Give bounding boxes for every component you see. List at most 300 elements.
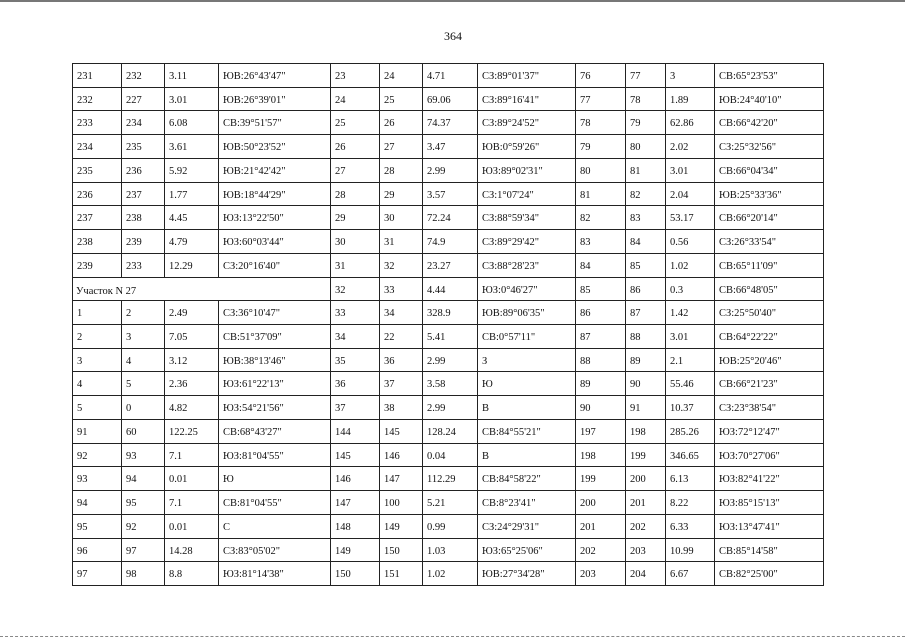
direction-bearing: СВ:66°42'20"	[719, 118, 778, 130]
from-point: 83	[580, 237, 591, 249]
distance-value: 5.41	[427, 332, 446, 343]
distance-value: 3.47	[427, 142, 446, 154]
to-point: 94	[126, 474, 137, 486]
column-rule	[379, 182, 380, 207]
column-rule	[714, 134, 715, 159]
column-rule	[625, 63, 626, 88]
from-point: 236	[77, 189, 93, 201]
column-rule	[714, 182, 715, 207]
row-rule	[72, 253, 824, 254]
column-rule	[121, 538, 122, 563]
column-rule	[121, 395, 122, 420]
column-rule	[625, 87, 626, 112]
to-point: 5	[126, 379, 132, 391]
from-point: 150	[335, 569, 351, 581]
to-point: 28	[384, 165, 395, 177]
direction-bearing: ЮЗ:89°02'31"	[482, 165, 543, 177]
direction-bearing: ЮВ:89°06'35"	[482, 308, 545, 320]
column-rule	[218, 253, 219, 278]
to-point: 30	[384, 213, 395, 225]
column-rule	[164, 205, 165, 230]
column-rule	[422, 561, 423, 586]
from-point: 94	[77, 498, 88, 510]
column-rule	[422, 490, 423, 515]
to-point: 4	[126, 355, 132, 367]
to-point: 151	[384, 569, 400, 581]
direction-bearing: СВ:66°21'23"	[719, 379, 778, 391]
direction-bearing: СВ:84°55'21"	[482, 426, 541, 438]
column-rule	[625, 561, 626, 586]
column-rule	[477, 182, 478, 207]
from-point: 234	[77, 142, 93, 154]
column-rule	[422, 300, 423, 325]
column-rule	[121, 466, 122, 491]
to-point: 201	[630, 498, 646, 510]
direction-bearing: СВ:68°43'27"	[223, 426, 282, 438]
distance-value: 69.06	[427, 94, 451, 106]
to-point: 91	[630, 403, 641, 415]
direction-bearing: СЗ:20°16'40"	[223, 260, 281, 272]
distance-value: 10.37	[670, 403, 694, 415]
column-rule	[218, 87, 219, 112]
column-rule	[665, 466, 666, 491]
column-rule	[121, 561, 122, 586]
column-rule	[164, 253, 165, 278]
column-rule	[714, 87, 715, 112]
distance-value: 3.01	[670, 332, 689, 343]
from-point: 147	[335, 498, 351, 510]
column-rule	[477, 277, 478, 302]
column-rule	[164, 348, 165, 373]
column-rule	[422, 466, 423, 491]
to-point: 204	[630, 569, 646, 581]
column-rule	[379, 63, 380, 88]
from-point: 27	[335, 165, 346, 177]
column-rule	[477, 158, 478, 183]
direction-bearing: СЗ:89°24'52"	[482, 118, 540, 130]
column-rule	[379, 419, 380, 444]
column-rule	[714, 63, 715, 88]
distance-value: 3.58	[427, 379, 446, 391]
column-rule	[164, 229, 165, 254]
row-rule	[72, 110, 824, 111]
column-rule	[625, 466, 626, 491]
to-point: 82	[630, 189, 641, 201]
column-rule	[477, 110, 478, 135]
column-rule	[379, 158, 380, 183]
from-point: 199	[580, 474, 596, 486]
column-rule	[422, 348, 423, 373]
row-rule	[72, 490, 824, 491]
column-rule	[164, 110, 165, 135]
distance-value: 1.77	[169, 189, 188, 201]
column-rule	[121, 158, 122, 183]
column-rule	[625, 300, 626, 325]
column-rule	[164, 466, 165, 491]
to-point: 29	[384, 189, 395, 201]
row-rule	[72, 158, 824, 159]
to-point: 149	[384, 521, 400, 533]
column-rule	[422, 158, 423, 183]
direction-bearing: ЮЗ:65°25'06"	[482, 545, 543, 557]
from-point: 77	[580, 94, 591, 106]
direction-bearing: СЗ:23°38'54"	[719, 403, 777, 415]
distance-value: 1.02	[670, 260, 689, 272]
direction-bearing: СЗ:24°29'31"	[482, 521, 540, 533]
to-point: 86	[630, 284, 641, 296]
distance-value: 5.92	[169, 165, 188, 177]
column-rule	[379, 443, 380, 468]
distance-value: 2.49	[169, 308, 188, 320]
to-point: 97	[126, 545, 137, 557]
column-rule	[625, 182, 626, 207]
row-rule	[72, 395, 824, 396]
column-rule	[121, 110, 122, 135]
direction-bearing: СЗ:88°59'34"	[482, 213, 540, 225]
column-rule	[422, 324, 423, 349]
column-rule	[121, 182, 122, 207]
from-point: 145	[335, 450, 351, 462]
from-point: 238	[77, 237, 93, 249]
column-rule	[379, 229, 380, 254]
to-point: 77	[630, 71, 641, 82]
to-point: 32	[384, 260, 395, 272]
distance-value: 2.99	[427, 165, 446, 177]
column-rule	[665, 300, 666, 325]
distance-value: 0.01	[169, 474, 188, 486]
column-rule	[625, 419, 626, 444]
from-point: 2	[77, 332, 83, 343]
direction-bearing: ЮЗ:72°12'47"	[719, 426, 780, 438]
column-rule	[477, 348, 478, 373]
to-point: 98	[126, 569, 137, 581]
direction-bearing: СВ:66°04'34"	[719, 165, 778, 177]
column-rule	[218, 63, 219, 88]
distance-value: 8.8	[169, 569, 183, 581]
direction-bearing: ЮЗ:13°47'41"	[719, 521, 780, 533]
column-rule	[714, 466, 715, 491]
column-rule	[422, 253, 423, 278]
distance-value: 4.71	[427, 71, 446, 82]
column-rule	[379, 466, 380, 491]
column-rule	[379, 371, 380, 396]
from-point: 35	[335, 355, 346, 367]
to-point: 202	[630, 521, 646, 533]
distance-value: 23.27	[427, 260, 451, 272]
row-rule	[72, 134, 824, 135]
column-rule	[665, 419, 666, 444]
column-rule	[218, 371, 219, 396]
column-rule	[218, 514, 219, 539]
to-point: 237	[126, 189, 142, 201]
from-point: 200	[580, 498, 596, 510]
column-rule	[422, 371, 423, 396]
distance-value: 122.25	[169, 426, 198, 438]
distance-value: 1.42	[670, 308, 689, 320]
to-point: 89	[630, 355, 641, 367]
column-rule	[218, 395, 219, 420]
direction-bearing: СВ:66°48'05"	[719, 284, 778, 296]
group-rule	[575, 63, 576, 585]
from-point: 30	[335, 237, 346, 249]
column-rule	[714, 229, 715, 254]
distance-value: 2.04	[670, 189, 689, 201]
direction-bearing: ЮВ:25°20'46"	[719, 355, 782, 367]
direction-bearing: ЮВ:21°42'42"	[223, 165, 286, 177]
distance-value: 3.61	[169, 142, 188, 154]
column-rule	[218, 466, 219, 491]
column-rule	[379, 134, 380, 159]
column-rule	[422, 229, 423, 254]
bottom-border	[0, 636, 905, 637]
direction-bearing: В	[482, 403, 490, 415]
column-rule	[714, 348, 715, 373]
column-rule	[379, 538, 380, 563]
from-point: 89	[580, 379, 591, 391]
top-border	[0, 0, 905, 2]
direction-bearing: ЮВ:18°44'29"	[223, 189, 286, 201]
distance-value: 55.46	[670, 379, 694, 391]
to-point: 27	[384, 142, 395, 154]
distance-value: 0.56	[670, 237, 689, 249]
column-rule	[477, 561, 478, 586]
column-rule	[477, 466, 478, 491]
column-rule	[477, 87, 478, 112]
from-point: 5	[77, 403, 83, 415]
distance-value: 0.99	[427, 521, 446, 533]
page-number: 364	[444, 29, 462, 43]
column-rule	[164, 490, 165, 515]
direction-bearing: ЮВ:38°13'46"	[223, 355, 286, 367]
distance-value: 3.11	[169, 71, 187, 82]
from-point: 37	[335, 403, 346, 415]
direction-bearing: СВ:51°37'09"	[223, 332, 282, 343]
column-rule	[665, 514, 666, 539]
column-rule	[714, 110, 715, 135]
distance-value: 12.29	[169, 260, 193, 272]
column-rule	[121, 324, 122, 349]
column-rule	[164, 87, 165, 112]
column-rule	[714, 158, 715, 183]
column-rule	[379, 253, 380, 278]
direction-bearing: СВ:8°23'41"	[482, 498, 536, 510]
column-rule	[422, 110, 423, 135]
to-point: 36	[384, 355, 395, 367]
group-rule	[823, 63, 824, 585]
distance-value: 7.1	[169, 450, 183, 462]
to-point: 87	[630, 308, 641, 320]
column-rule	[218, 443, 219, 468]
to-point: 33	[384, 284, 395, 296]
direction-bearing: ЮЗ:60°03'44"	[223, 237, 284, 249]
column-rule	[121, 514, 122, 539]
column-rule	[714, 419, 715, 444]
column-rule	[665, 63, 666, 88]
distance-value: 6.33	[670, 521, 689, 533]
distance-value: 2.99	[427, 403, 446, 415]
distance-value: 4.79	[169, 237, 188, 249]
column-rule	[625, 395, 626, 420]
to-point: 239	[126, 237, 142, 249]
column-rule	[422, 134, 423, 159]
direction-bearing: СВ:81°04'55"	[223, 498, 282, 510]
to-point: 78	[630, 94, 641, 106]
column-rule	[379, 110, 380, 135]
from-point: 93	[77, 474, 88, 486]
to-point: 146	[384, 450, 400, 462]
to-point: 31	[384, 237, 395, 249]
column-rule	[477, 134, 478, 159]
distance-value: 4.82	[169, 403, 188, 415]
direction-bearing: ЮЗ:81°04'55"	[223, 450, 284, 462]
row-rule	[72, 538, 824, 539]
to-point: 227	[126, 94, 142, 106]
column-rule	[218, 205, 219, 230]
from-point: 96	[77, 545, 88, 557]
distance-value: 285.26	[670, 426, 699, 438]
from-point: 1	[77, 308, 83, 320]
from-point: 76	[580, 71, 591, 82]
column-rule	[218, 348, 219, 373]
direction-bearing: ЮЗ:85°15'13"	[719, 498, 780, 510]
to-point: 88	[630, 332, 641, 343]
column-rule	[121, 205, 122, 230]
column-rule	[164, 300, 165, 325]
column-rule	[164, 63, 165, 88]
column-rule	[477, 419, 478, 444]
row-rule	[72, 348, 824, 349]
column-rule	[477, 538, 478, 563]
column-rule	[379, 87, 380, 112]
column-rule	[164, 158, 165, 183]
from-point: 232	[77, 94, 93, 106]
row-rule	[72, 419, 824, 420]
column-rule	[218, 561, 219, 586]
distance-value: 0.04	[427, 450, 446, 462]
column-rule	[477, 229, 478, 254]
direction-bearing: СВ:0°57'11"	[482, 332, 536, 343]
direction-bearing: Ю	[482, 379, 493, 391]
direction-bearing: ЮВ:24°40'10"	[719, 94, 782, 106]
to-point: 37	[384, 379, 395, 391]
from-point: 36	[335, 379, 346, 391]
column-rule	[218, 490, 219, 515]
from-point: 92	[77, 450, 88, 462]
row-rule	[72, 182, 824, 183]
column-rule	[164, 134, 165, 159]
to-point: 83	[630, 213, 641, 225]
column-rule	[665, 158, 666, 183]
to-point: 2	[126, 308, 132, 320]
row-rule	[72, 205, 824, 206]
distance-value: 4.45	[169, 213, 188, 225]
column-rule	[422, 87, 423, 112]
to-point: 26	[384, 118, 395, 130]
direction-bearing: ЮЗ:0°46'27"	[482, 284, 538, 296]
to-point: 24	[384, 71, 395, 82]
direction-bearing: ЮВ:26°39'01"	[223, 94, 286, 106]
to-point: 60	[126, 426, 137, 438]
column-rule	[665, 490, 666, 515]
to-point: 90	[630, 379, 641, 391]
distance-value: 7.05	[169, 332, 188, 343]
column-rule	[625, 134, 626, 159]
column-rule	[379, 561, 380, 586]
column-rule	[121, 300, 122, 325]
column-rule	[477, 490, 478, 515]
column-rule	[714, 205, 715, 230]
column-rule	[422, 205, 423, 230]
from-point: 84	[580, 260, 591, 272]
to-point: 200	[630, 474, 646, 486]
distance-value: 2.99	[427, 355, 446, 367]
direction-bearing: СЗ:25°50'40"	[719, 308, 777, 320]
from-point: 97	[77, 569, 88, 581]
direction-bearing: СВ:85°14'58"	[719, 545, 778, 557]
to-point: 234	[126, 118, 142, 130]
column-rule	[121, 253, 122, 278]
column-rule	[379, 514, 380, 539]
direction-bearing: ЮВ:27°34'28"	[482, 569, 545, 581]
to-point: 92	[126, 521, 137, 533]
to-point: 84	[630, 237, 641, 249]
column-rule	[218, 110, 219, 135]
row-rule	[72, 466, 824, 467]
column-rule	[625, 253, 626, 278]
distance-value: 3.01	[670, 165, 689, 177]
from-point: 231	[77, 71, 93, 82]
column-rule	[164, 419, 165, 444]
direction-bearing: З	[482, 355, 488, 367]
to-point: 25	[384, 94, 395, 106]
distance-value: 0.3	[670, 284, 684, 296]
column-rule	[714, 324, 715, 349]
distance-value: 3.57	[427, 189, 446, 201]
column-rule	[422, 395, 423, 420]
row-rule	[72, 63, 824, 64]
column-rule	[625, 490, 626, 515]
column-rule	[665, 205, 666, 230]
column-rule	[665, 110, 666, 135]
column-rule	[121, 371, 122, 396]
column-rule	[121, 443, 122, 468]
to-point: 150	[384, 545, 400, 557]
column-rule	[164, 561, 165, 586]
direction-bearing: СЗ:26°33'54"	[719, 237, 777, 249]
column-rule	[665, 253, 666, 278]
from-point: 91	[77, 426, 88, 438]
direction-bearing: ЮЗ:54°21'56"	[223, 403, 284, 415]
from-point: 198	[580, 450, 596, 462]
from-point: 85	[580, 284, 591, 296]
row-rule	[72, 229, 824, 230]
column-rule	[665, 229, 666, 254]
to-point: 80	[630, 142, 641, 154]
column-rule	[665, 87, 666, 112]
from-point: 31	[335, 260, 346, 272]
distance-value: 1.02	[427, 569, 446, 581]
from-point: 34	[335, 332, 346, 343]
direction-bearing: СВ:65°23'53"	[719, 71, 778, 82]
column-rule	[121, 87, 122, 112]
to-point: 38	[384, 403, 395, 415]
from-point: 146	[335, 474, 351, 486]
distance-value: 1.03	[427, 545, 446, 557]
distance-value: 14.28	[169, 545, 193, 557]
column-rule	[477, 63, 478, 88]
row-rule	[72, 585, 824, 586]
direction-bearing: СЗ:88°28'23"	[482, 260, 540, 272]
